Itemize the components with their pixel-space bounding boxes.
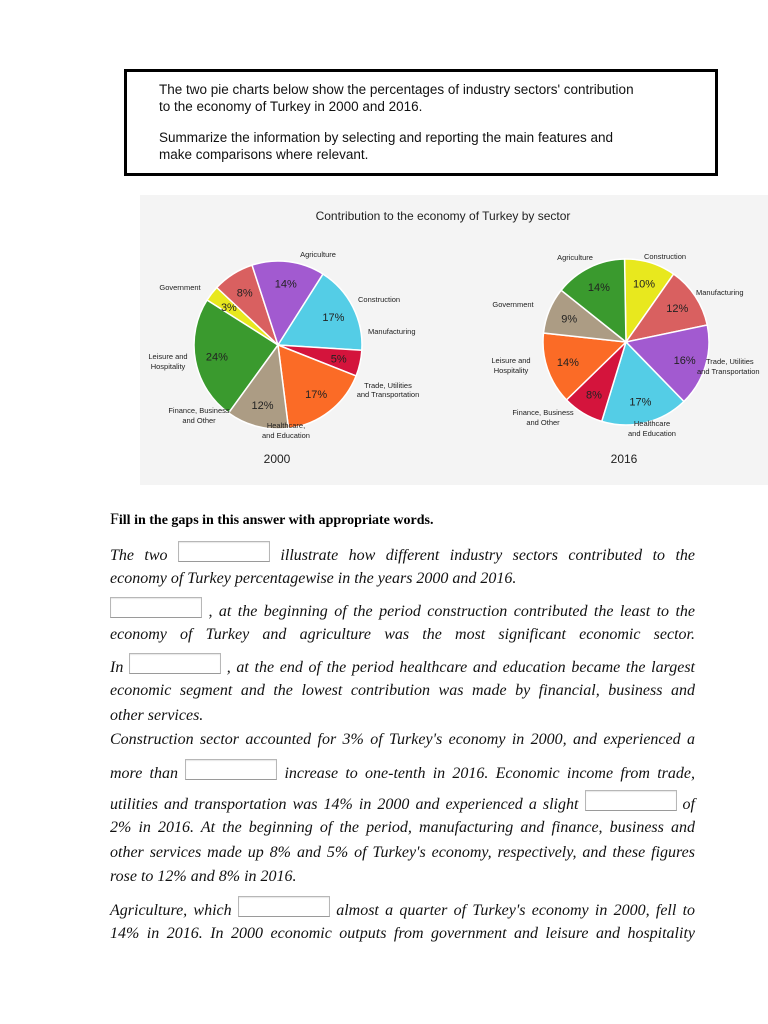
label-2000-leisure-2: Hospitality <box>150 362 186 371</box>
task-box <box>124 69 718 176</box>
label-2016-health-2: and Education <box>628 429 676 438</box>
gap-input-6[interactable] <box>238 896 330 917</box>
answer-text: economy of Turkey percentagewise in the years 2000 and 2016. <box>110 570 517 587</box>
pie-2000 <box>194 261 362 429</box>
pie-value-label-2016-trade-utilities-and-transportation: 16% <box>673 355 696 367</box>
answer-text: other services. <box>110 707 204 724</box>
label-2016-leisure-1: Leisure and <box>491 356 531 365</box>
label-2000-finance-1: Finance, Business <box>168 406 230 415</box>
answer-text: , at the beginning of the period construction contributed the least to the <box>208 603 696 620</box>
pie-value-label-2000-agriculture: 24% <box>205 351 228 364</box>
answer-line <box>110 815 695 840</box>
task-paragraph-1 <box>159 82 634 115</box>
answer-text: 14% in 2016. In 2000 economic outputs from government and leisure and hospitality <box>110 925 695 942</box>
answer-text: Agriculture, which <box>110 902 232 919</box>
gap-input-1[interactable] <box>178 541 270 562</box>
answer-line <box>110 759 695 786</box>
label-2000-trade-2: and Transportation <box>356 390 420 399</box>
pie-value-label-2016-government: 9% <box>561 313 578 326</box>
pie-value-label-2016-leisure-and-hospitality: 14% <box>556 357 579 369</box>
label-2016-leisure-2: Hospitality <box>493 366 529 375</box>
task-line-2: to the economy of Turkey in 2000 and 2016. <box>159 98 423 114</box>
label-2016-finance-2: and Other <box>526 418 560 427</box>
chart-title: Contribution to the economy of Turkey by sector <box>315 209 571 223</box>
pie-value-label-2016-healthcare-and-education: 17% <box>629 396 652 409</box>
answer-line <box>110 622 695 647</box>
answer-line <box>110 921 695 946</box>
pie-value-label-2000-government: 12% <box>251 400 274 413</box>
answer-line <box>110 678 695 703</box>
pie-value-label-2000-trade-utilities-and-transportation: 14% <box>274 278 297 291</box>
label-2000-manufacturing: Manufacturing <box>368 327 416 336</box>
answer-text: utilities and transportation was 14% in 2000 and experienced a slight <box>110 796 579 813</box>
answer-line <box>110 790 695 817</box>
answer-text: more than <box>110 765 178 782</box>
pie-value-label-2000-manufacturing: 8% <box>236 287 253 300</box>
answer-line <box>110 653 695 680</box>
label-2000-trade-1: Trade, Utilities <box>364 381 412 390</box>
answer-text: other services made up 8% and 5% of Turkey's economy, respectively, and these figures <box>110 844 695 861</box>
pie-value-label-2000-leisure-and-hospitality: 17% <box>305 389 328 402</box>
answer-line <box>110 703 695 728</box>
pie-value-label-2016-agriculture: 14% <box>587 281 610 294</box>
answer-text: Construction sector accounted for 3% of Turkey's economy in 2000, and experienced a <box>110 731 695 748</box>
gap-input-4[interactable] <box>185 759 277 780</box>
pie-value-label-2016-finance-business-and-other: 8% <box>586 389 602 402</box>
answer-text: In <box>110 659 124 676</box>
answer-text: The two <box>110 547 168 564</box>
answer-line <box>110 541 695 568</box>
gap-input-5[interactable] <box>585 790 677 811</box>
year-label-2000: 2000 <box>263 452 291 466</box>
label-2016-construction: Construction <box>643 252 687 261</box>
label-2000-government: Government <box>159 283 201 292</box>
answer-line <box>110 597 695 624</box>
label-2016-government: Government <box>492 300 534 309</box>
task-line-1: The two pie charts below show the percentages of industry sectors' contribution <box>159 82 634 97</box>
answer-text: illustrate how different industry sectors contributed to the <box>280 547 696 564</box>
answer-text: , at the end of the period healthcare and education became the largest <box>226 659 695 676</box>
instruction-period: . <box>429 513 434 528</box>
answer-text: 2% in 2016. At the beginning of the period, manufacturing and finance, business and <box>110 819 695 836</box>
answer-line <box>110 896 695 923</box>
label-2000-agriculture: Agriculture <box>300 250 336 259</box>
task-line-4: make comparisons where relevant. <box>159 146 369 162</box>
instruction <box>110 511 433 529</box>
instruction-text: ill in the gaps in this answer with appropriate words <box>118 513 430 528</box>
answer-line <box>110 566 695 591</box>
task-line-3: Summarize the information by selecting and reporting the main features and <box>159 130 613 145</box>
task-paragraph-2 <box>159 130 613 163</box>
answer-text: almost a quarter of Turkey's economy in 2000, fell to <box>336 902 696 919</box>
label-2000-finance-2: and Other <box>182 416 216 425</box>
label-2016-trade-2: and Transportation <box>697 367 760 376</box>
answer-text: rose to 12% and 8% in 2016. <box>110 868 297 885</box>
label-2016-finance-1: Finance, Business <box>512 408 574 417</box>
instruction-initial: F <box>110 511 119 528</box>
answer-line <box>110 864 695 889</box>
pie-value-label-2000-finance-business-and-other: 5% <box>330 353 347 366</box>
pie-2016 <box>543 259 709 425</box>
label-2016-manufacturing: Manufacturing <box>696 288 744 297</box>
pie-value-label-2016-construction: 10% <box>632 278 656 291</box>
answer-text: economic segment and the lowest contribution was made by financial, business and <box>110 682 695 699</box>
label-2000-health-2: and Education <box>262 431 310 440</box>
answer-line <box>110 840 695 865</box>
gap-input-2[interactable] <box>110 597 202 618</box>
answer-text: increase to one-tenth in 2016. Economic income from trade, <box>284 765 695 782</box>
answer-text: economy of Turkey and agriculture was the most significant economic sector. <box>110 626 695 643</box>
year-label-2016: 2016 <box>610 452 638 466</box>
answer-line <box>110 727 695 752</box>
gap-input-3[interactable] <box>129 653 221 674</box>
pie-value-label-2016-manufacturing: 12% <box>666 303 689 316</box>
answer-text: of <box>682 796 695 813</box>
label-2016-health-1: Healthcare <box>633 419 671 428</box>
pie-value-label-2000-construction: 3% <box>220 301 237 314</box>
pie-charts <box>140 195 768 485</box>
label-2016-trade-1: Trade, Utilities <box>706 357 754 366</box>
pie-value-label-2000-healthcare-and-education: 17% <box>322 311 345 324</box>
label-2000-health-1: Healthcare, <box>266 421 306 430</box>
chart-panel <box>140 195 768 485</box>
label-2016-agriculture: Agriculture <box>557 253 593 262</box>
label-2000-leisure-1: Leisure and <box>148 352 188 361</box>
label-2000-construction: Construction <box>358 295 401 304</box>
